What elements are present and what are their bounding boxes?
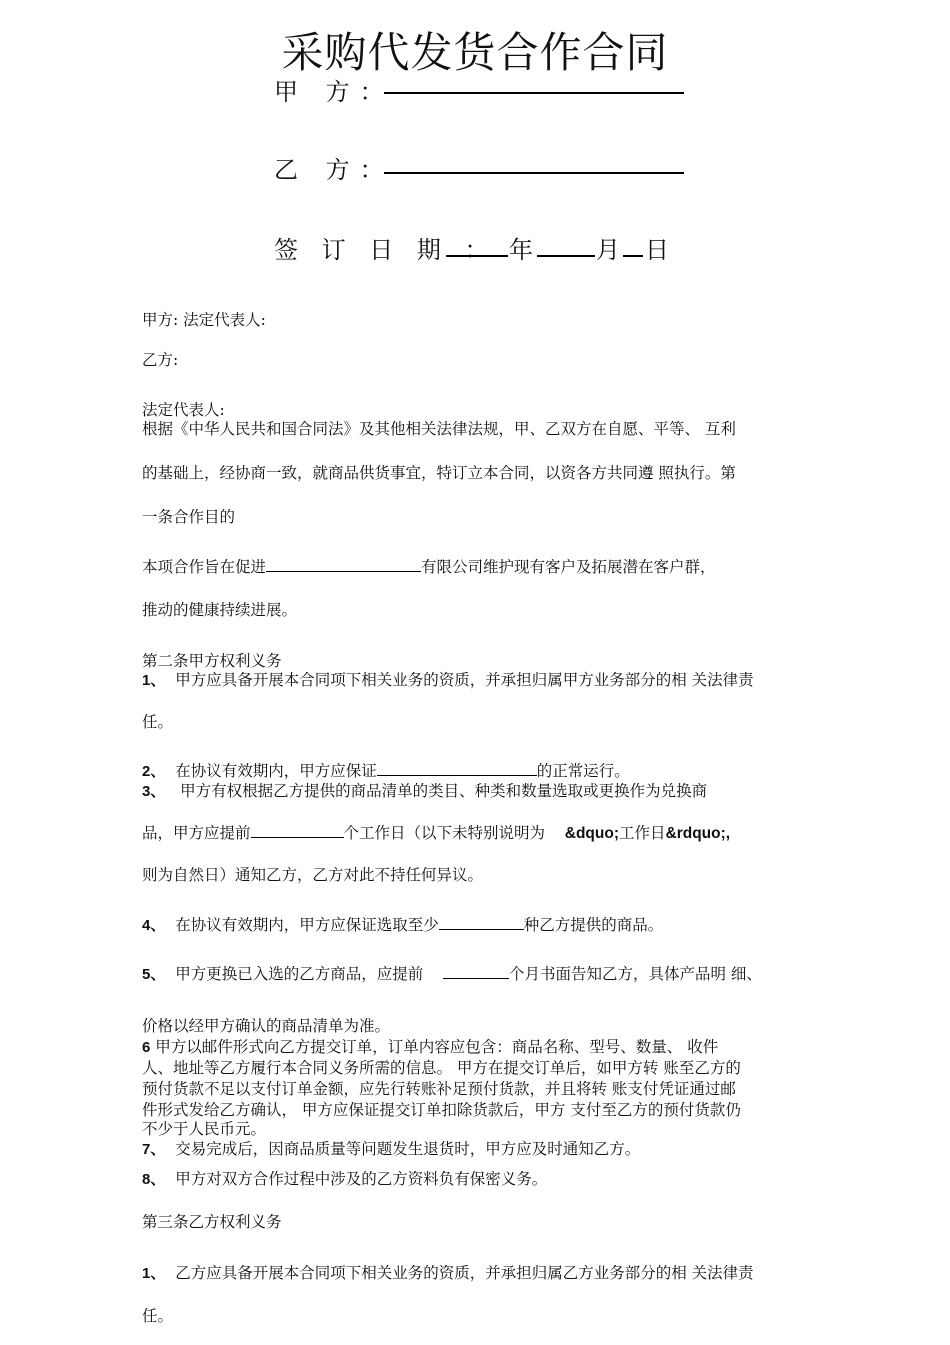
clause-a3-text: 甲方有权根据乙方提供的商品清单的类目、种类和数量选取或更换作为兑换商 <box>180 782 708 800</box>
clause-a3-text-b1: 品，甲方应提前 <box>142 824 251 842</box>
clause-a2-text-b: 的正常运行。 <box>536 762 630 780</box>
clause-a3-text-b2: 个工作日（以下未特别说明为 <box>343 824 546 842</box>
clause-a2-number: 2、 <box>142 763 166 780</box>
day-label: 日 <box>645 236 669 264</box>
clause-a1-number: 1、 <box>142 672 166 689</box>
party-b-blank <box>384 172 684 174</box>
day-blank <box>623 255 643 257</box>
rdquo-entity: &rdquo;, <box>665 825 731 842</box>
clause-a7-text: 交易完成后，因商品质量等问题发生退货时，甲方应及时通知乙方。 <box>175 1140 641 1158</box>
clause-a3-number: 3、 <box>142 783 166 800</box>
preamble-line-1: 根据《中华人民共和国合同法》及其他相关法律法规，甲、乙双方在自愿、平等、 互利 <box>142 420 736 438</box>
clause-a6-line-2: 人、地址等乙方履行本合同义务所需的信息。 甲方在提交订单后，如甲方转 账至乙方的 <box>142 1059 741 1077</box>
article-1-heading: 一条合作目的 <box>142 508 236 526</box>
clause-a1-cont: 任。 <box>142 713 174 731</box>
month-blank <box>537 255 595 257</box>
company-blank <box>266 557 421 572</box>
article-2-heading: 第二条甲方权利义务 <box>142 652 282 670</box>
article-1-text-a: 本项合作旨在促进 <box>142 558 267 576</box>
workday-blank <box>251 823 344 838</box>
year-blank <box>446 255 508 257</box>
clause-a8 <box>142 1167 547 1189</box>
clause-a7-number: 7、 <box>142 1141 166 1158</box>
clause-a6-text-1: 甲方以邮件形式向乙方提交订单，订单内容应包含：商品名称、型号、数量、 收件 <box>155 1038 719 1056</box>
product-count-blank <box>439 915 524 930</box>
month-count-blank <box>443 964 509 979</box>
clause-a8-number: 8、 <box>142 1171 166 1188</box>
clause-a5-number: 5、 <box>142 966 166 983</box>
clause-a5-text-b: 个月书面告知乙方，具体产品明 细、 <box>508 965 762 983</box>
clause-a6-number: 6 <box>142 1039 151 1056</box>
clause-a5-text-a: 甲方更换已入选的乙方商品，应提前 <box>175 965 424 983</box>
clause-a3-line-2 <box>142 821 730 843</box>
clause-a5-line-2: 价格以经甲方确认的商品清单为准。 <box>142 1017 391 1035</box>
party-a-rep: 甲方: 法定代表人: <box>142 311 266 329</box>
article-1-text-2: 推动的健康持续进展。 <box>142 601 298 619</box>
clause-a4-text-b: 种乙方提供的商品。 <box>523 916 664 934</box>
clause-a4-text-a: 在协议有效期内，甲方应保证选取至少 <box>175 916 439 934</box>
clause-b1-number: 1、 <box>142 1265 166 1282</box>
year-label: 年 <box>509 236 533 264</box>
clause-a4-number: 4、 <box>142 917 166 934</box>
clause-a4 <box>142 913 663 935</box>
party-b-rep: 法定代表人: <box>142 401 225 419</box>
article-1-text <box>142 555 716 577</box>
clause-a3-text-b4: 工作日 <box>618 824 666 842</box>
party-a-label: 甲 方： <box>274 78 394 106</box>
article-3-heading: 第三条乙方权利义务 <box>142 1213 282 1231</box>
article-1-text-b: 有限公司维护现有客户及拓展潜在客户群， <box>421 558 716 576</box>
sign-date-label: 签 订 日 期 ： <box>274 236 497 264</box>
clause-a3 <box>142 779 707 801</box>
clause-a6-line-4: 件形式发给乙方确认， 甲方应保证提交订单扣除货款后，甲方 支付至乙方的预付货款仍 <box>142 1101 741 1119</box>
clause-b1-text: 乙方应具备开展本合同项下相关业务的资质，并承担归属乙方业务部分的相 关法律责 <box>175 1264 754 1282</box>
clause-a7 <box>142 1137 640 1159</box>
party-b-label: 乙 方： <box>274 156 394 184</box>
clause-a6-line-1 <box>142 1035 718 1057</box>
clause-a5 <box>142 962 762 984</box>
clause-a2 <box>142 759 630 781</box>
clause-a8-text: 甲方对双方合作过程中涉及的乙方资料负有保密义务。 <box>175 1170 548 1188</box>
preamble-line-2: 的基础上，经协商一致，就商品供货事宜，特订立本合同，以资各方共同遵 照执行。第 <box>142 464 736 482</box>
system-blank <box>377 761 537 776</box>
party-a-blank <box>384 92 684 94</box>
clause-a3-line-3: 则为自然日）通知乙方，乙方对此不持任何异议。 <box>142 866 484 884</box>
clause-b1-cont: 任。 <box>142 1307 174 1325</box>
clause-a1-text: 甲方应具备开展本合同项下相关业务的资质，并承担归属甲方业务部分的相 关法律责 <box>175 671 754 689</box>
clause-a1 <box>142 668 754 690</box>
clause-b1 <box>142 1261 754 1283</box>
clause-a6-line-3: 预付货款不足以支付订单金额，应先行转账补足预付货款，并且将转 账支付凭证通过邮 <box>142 1080 736 1098</box>
document-title: 采购代发货合作合同 <box>281 28 669 77</box>
dquo-entity: &dquo; <box>564 825 619 842</box>
clause-a6-line-5: 不少于人民币元。 <box>142 1120 267 1138</box>
party-b-line: 乙方: <box>142 351 179 369</box>
month-label: 月 <box>596 236 620 264</box>
clause-a2-text-a: 在协议有效期内，甲方应保证 <box>175 762 377 780</box>
